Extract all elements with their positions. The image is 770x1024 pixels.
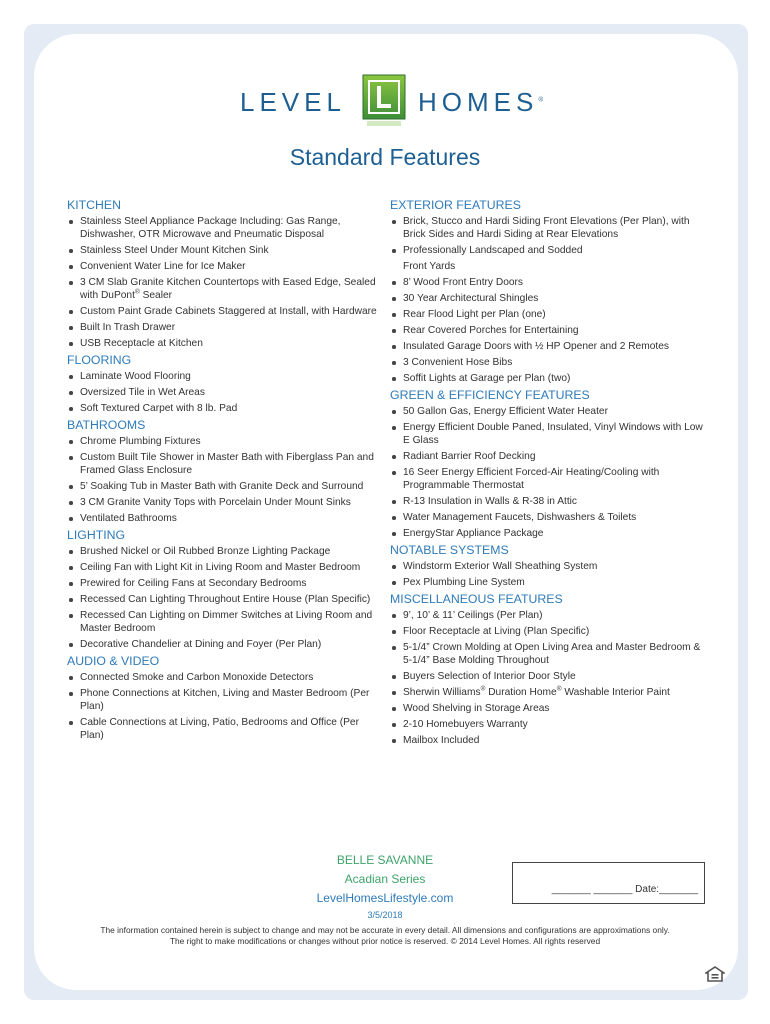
section-title-exterior-features: EXTERIOR FEATURES <box>390 198 521 212</box>
feature-item: Recessed Can Lighting on Dimmer Switches at Living Room and Master Bedroom <box>67 609 385 635</box>
feature-item: Stainless Steel Appliance Package Including: Gas Range, Dishwasher, OTR Microwave and Pneumatic Disposal <box>67 215 385 241</box>
feature-item: USB Receptacle at Kitchen <box>67 337 385 350</box>
feature-item: Convenient Water Line for Ice Maker <box>67 260 385 273</box>
feature-list-lighting <box>67 545 385 651</box>
feature-item: Pex Plumbing Line System <box>390 576 710 589</box>
feature-item: Radiant Barrier Roof Decking <box>390 450 710 463</box>
logo-word-level: LEVEL <box>240 87 346 117</box>
equal-housing-icon <box>705 966 725 982</box>
signature-line: _______ _______ Date:_______ <box>551 884 698 895</box>
feature-item: Ventilated Bathrooms <box>67 512 385 525</box>
feature-item: 50 Gallon Gas, Energy Efficient Water Heater <box>390 405 710 418</box>
feature-list-bathrooms <box>67 435 385 525</box>
feature-item: Custom Paint Grade Cabinets Staggered at Install, with Hardware <box>67 305 385 318</box>
community-name: BELLE SAVANNE <box>336 853 434 867</box>
disclaimer-line-1: The information contained herein is subject to change and may not be accurate in every detail. All dimensions and configurations are approximations only. <box>100 925 670 935</box>
feature-item: 3 Convenient Hose Bibs <box>390 356 710 369</box>
feature-item: Brick, Stucco and Hardi Siding Front Elevations (Per Plan), with Brick Sides and Hardi Siding at Rear Elevations <box>390 215 710 241</box>
feature-item: 9’, 10’ & 11’ Ceilings (Per Plan) <box>390 609 710 622</box>
feature-item: Connected Smoke and Carbon Monoxide Detectors <box>67 671 385 684</box>
feature-item: Rear Flood Light per Plan (one) <box>390 308 710 321</box>
section-title-lighting: LIGHTING <box>67 528 126 542</box>
feature-item: 30 Year Architectural Shingles <box>390 292 710 305</box>
section-title-audio-video: AUDIO & VIDEO <box>67 654 160 668</box>
page-title: Standard Features <box>289 144 481 170</box>
document-date: 3/5/2018 <box>367 910 403 920</box>
feature-item: Stainless Steel Under Mount Kitchen Sink <box>67 244 385 257</box>
feature-item: Buyers Selection of Interior Door Style <box>390 670 710 683</box>
feature-item: Cable Connections at Living, Patio, Bedrooms and Office (Per Plan) <box>67 716 385 742</box>
feature-item: 3 CM Granite Vanity Tops with Porcelain Under Mount Sinks <box>67 496 385 509</box>
feature-item: Rear Covered Porches for Entertaining <box>390 324 710 337</box>
feature-item: Oversized Tile in Wet Areas <box>67 386 385 399</box>
feature-item: Windstorm Exterior Wall Sheathing System <box>390 560 710 573</box>
feature-item: Decorative Chandelier at Dining and Foyer (Per Plan) <box>67 638 385 651</box>
feature-item: Front Yards <box>403 261 456 272</box>
feature-item: Recessed Can Lighting Throughout Entire House (Plan Specific) <box>67 593 385 606</box>
section-title-kitchen: KITCHEN <box>67 198 121 212</box>
feature-item: 5-1/4” Crown Molding at Open Living Area and Master Bedroom & 5-1/4” Base Molding Throughout <box>390 641 710 667</box>
feature-item: Sherwin Williams® Duration Home® Washable Interior Paint <box>390 686 710 699</box>
feature-item: Soffit Lights at Garage per Plan (two) <box>390 372 710 385</box>
section-title-bathrooms: BATHROOMS <box>67 418 146 432</box>
disclaimer-line-2: The right to make modifications or changes without prior notice is reserved. © 2014 Level Homes. All rights reserved <box>169 936 601 946</box>
section-title-green-efficiency-features: GREEN & EFFICIENCY FEATURES <box>390 388 590 402</box>
feature-item: 3 CM Slab Granite Kitchen Countertops with Eased Edge, Sealed with DuPont® Sealer <box>67 276 385 302</box>
feature-item: 5’ Soaking Tub in Master Bath with Granite Deck and Surround <box>67 480 385 493</box>
feature-list-miscellaneous-features <box>390 609 710 747</box>
feature-item: EnergyStar Appliance Package <box>390 527 710 540</box>
website-link[interactable]: LevelHomesLifestyle.com <box>316 891 454 905</box>
feature-item: Custom Built Tile Shower in Master Bath with Fiberglass Pan and Framed Glass Enclosure <box>67 451 385 477</box>
logo-word-homes: HOMES® <box>418 87 549 117</box>
feature-list-kitchen <box>67 215 385 350</box>
level-homes-logo <box>0 74 770 134</box>
feature-item: Ceiling Fan with Light Kit in Living Room and Master Bedroom <box>67 561 385 574</box>
section-title-notable-systems: NOTABLE SYSTEMS <box>390 543 509 557</box>
section-title-flooring: FLOORING <box>67 353 132 367</box>
logo-l-mark-icon <box>362 74 406 128</box>
feature-item: Energy Efficient Double Paned, Insulated, Vinyl Windows with Low E Glass <box>390 421 710 447</box>
feature-item: Wood Shelving in Storage Areas <box>390 702 710 715</box>
feature-item: Laminate Wood Flooring <box>67 370 385 383</box>
feature-item: Floor Receptacle at Living (Plan Specific) <box>390 625 710 638</box>
feature-list-green-efficiency-features <box>390 405 710 540</box>
feature-list-audio-video <box>67 671 385 742</box>
signature-box <box>512 862 705 904</box>
feature-item: Phone Connections at Kitchen, Living and Master Bedroom (Per Plan) <box>67 687 385 713</box>
feature-item: 2-10 Homebuyers Warranty <box>390 718 710 731</box>
section-title-miscellaneous-features: MISCELLANEOUS FEATURES <box>390 592 563 606</box>
feature-item: 16 Seer Energy Efficient Forced-Air Heating/Cooling with Programmable Thermostat <box>390 466 710 492</box>
feature-item: Prewired for Ceiling Fans at Secondary Bedrooms <box>67 577 385 590</box>
right-feature-column <box>390 196 710 750</box>
series-name: Acadian Series <box>344 872 426 886</box>
feature-list-notable-systems <box>390 560 710 589</box>
feature-item: Brushed Nickel or Oil Rubbed Bronze Lighting Package <box>67 545 385 558</box>
feature-item: Chrome Plumbing Fixtures <box>67 435 385 448</box>
feature-item: Built In Trash Drawer <box>67 321 385 334</box>
feature-item: R-13 Insulation in Walls & R-38 in Attic <box>390 495 710 508</box>
feature-item: 8’ Wood Front Entry Doors <box>390 276 710 289</box>
left-feature-column <box>67 196 385 745</box>
feature-list-flooring <box>67 370 385 415</box>
feature-item: Soft Textured Carpet with 8 lb. Pad <box>67 402 385 415</box>
feature-item: Water Management Faucets, Dishwashers & Toilets <box>390 511 710 524</box>
feature-item: Mailbox Included <box>390 734 710 747</box>
feature-list-exterior-features <box>390 215 710 385</box>
feature-item: Professionally Landscaped and Sodded <box>390 244 710 257</box>
feature-item: Insulated Garage Doors with ½ HP Opener and 2 Remotes <box>390 340 710 353</box>
